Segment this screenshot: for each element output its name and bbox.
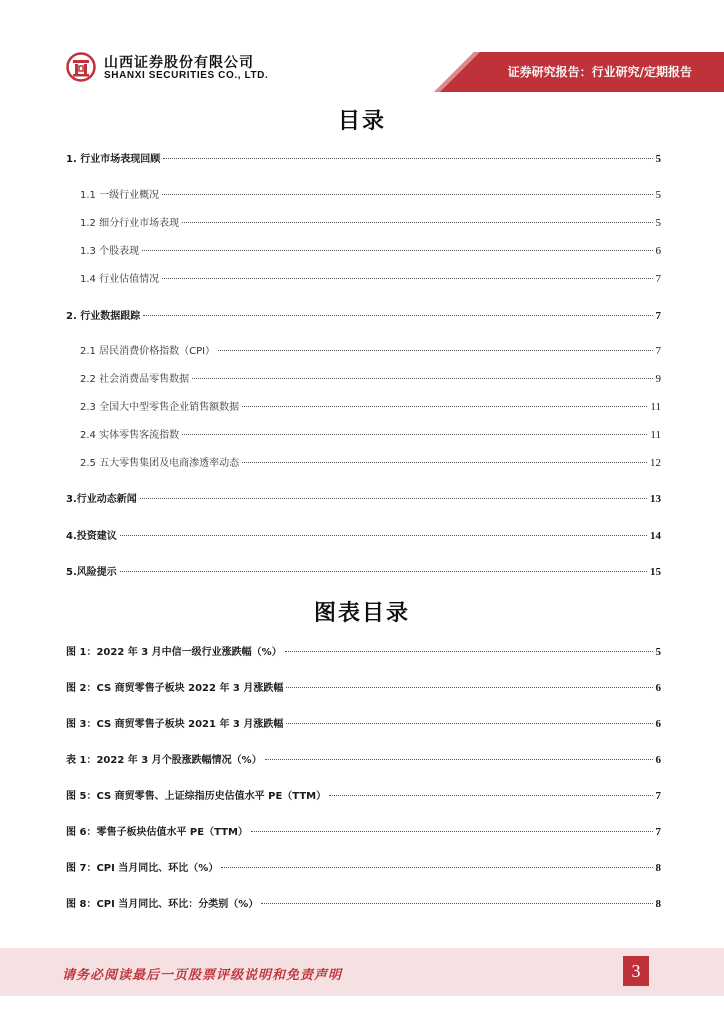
toc-entry[interactable] [66,150,661,168]
toc-entry[interactable] [80,214,661,232]
dot-leader [329,795,652,796]
toc-entry[interactable] [80,370,661,388]
dot-leader [261,903,652,904]
toc-title: 目录 [337,109,386,134]
toc-entry-page: 11 [650,401,661,413]
figure-entry[interactable] [66,859,661,877]
toc-entry-page: 6 [655,245,661,257]
dot-leader [120,535,647,536]
toc-entry-label: 2.4 实体零售客流指数 [80,430,180,441]
toc-entry-label: 1.4 行业估值情况 [80,274,160,285]
toc-entry[interactable] [66,307,661,325]
disclaimer-notice: 请务必阅读最后一页股票评级说明和免责声明 [62,968,343,983]
dot-leader [242,462,647,463]
dot-leader [162,278,652,279]
dot-leader [140,498,647,499]
toc-entry-page: 9 [655,373,661,385]
toc-entry-page: 7 [655,273,661,285]
toc-entry-label: 1.2 细分行业市场表现 [80,218,180,229]
figure-entry-label: 图 7：CPI 当月同比、环比（%） [66,863,219,874]
toc-entry-page: 5 [655,217,661,229]
figure-entry-page: 6 [655,754,661,766]
toc-entry-label: 2.2 社会消费品零售数据 [80,374,190,385]
toc-entry-page: 5 [655,189,661,201]
figure-entry-page: 8 [655,862,661,874]
figure-entry-label: 图 5：CS 商贸零售、上证综指历史估值水平 PE（TTM） [66,791,327,802]
toc-entry[interactable] [80,426,661,444]
figure-entry[interactable] [66,715,661,733]
toc-entry-label: 1.3 个股表现 [80,246,140,257]
figure-entry[interactable] [66,751,661,769]
figure-entry-page: 5 [655,646,661,658]
toc-entry[interactable] [66,563,661,581]
dot-leader [142,250,652,251]
figure-entry-label: 图 8：CPI 当月同比、环比：分类别（%） [66,899,259,910]
toc-entry-page: 12 [650,457,661,469]
toc-entry-label: 1.1 一级行业概况 [80,190,160,201]
figure-entry[interactable] [66,895,661,913]
figure-entry[interactable] [66,679,661,697]
dot-leader [221,867,652,868]
figure-entry[interactable] [66,787,661,805]
company-logo-icon [66,52,96,82]
toc-entry[interactable] [80,454,661,472]
toc-entry-page: 15 [650,566,661,578]
dot-leader [182,222,652,223]
toc-entry-label: 2.5 五大零售集团及电商渗透率动态 [80,458,240,469]
figure-entry[interactable] [66,643,661,661]
toc-entry-page: 14 [650,530,661,542]
report-type-label: 证券研究报告：行业研究/定期报告 [507,65,692,79]
figure-entry-page: 6 [655,718,661,730]
toc-entry[interactable] [80,270,661,288]
dot-leader [192,378,652,379]
dot-leader [286,723,652,724]
toc-entry-label: 3.行业动态新闻 [66,494,137,505]
toc-entry-label: 2. 行业数据跟踪 [66,311,141,322]
toc-entry[interactable] [66,490,661,508]
dot-leader [143,315,652,316]
company-name-en: SHANXI SECURITIES CO., LTD. [104,70,269,81]
toc-entry-page: 13 [650,493,661,505]
figure-entry[interactable] [66,823,661,841]
toc-entry[interactable] [80,186,661,204]
dot-leader [242,406,647,407]
report-type-banner [434,52,724,92]
toc-entry[interactable] [80,342,661,360]
figure-entry-label: 图 6：零售子板块估值水平 PE（TTM） [66,827,248,838]
figure-entry-label: 图 1：2022 年 3 月中信一级行业涨跌幅（%） [66,647,282,658]
page-header [0,0,724,100]
figure-entry-label: 图 3：CS 商贸零售子板块 2021 年 3 月涨跌幅 [66,719,284,730]
toc-entry-label: 2.1 居民消费价格指数（CPI） [80,346,216,357]
toc-entry-page: 11 [650,429,661,441]
dot-leader [286,687,652,688]
figures-toc-title: 图表目录 [313,601,410,626]
toc-entry[interactable] [66,527,661,545]
dot-leader [251,831,653,832]
dot-leader [285,651,653,652]
toc-entry-page: 7 [655,345,661,357]
figure-entry-label: 表 1：2022 年 3 月个股涨跌幅情况（%） [66,755,262,766]
figure-entry-page: 7 [655,826,661,838]
dot-leader [120,571,647,572]
company-name-cn: 山西证券股份有限公司 [104,55,254,71]
dot-leader [163,158,652,159]
figure-entry-page: 6 [655,682,661,694]
toc-entry[interactable] [80,398,661,416]
figure-entry-page: 8 [655,898,661,910]
page-number: 3 [623,956,649,986]
toc-entry-page: 5 [655,153,661,165]
figure-entry-page: 7 [655,790,661,802]
page-footer [0,948,724,996]
figure-entry-label: 图 2：CS 商贸零售子板块 2022 年 3 月涨跌幅 [66,683,284,694]
dot-leader [182,434,647,435]
toc-entry-label: 1. 行业市场表现回顾 [66,154,161,165]
toc-entry-label: 4.投资建议 [66,531,117,542]
toc-entry-page: 7 [655,310,661,322]
dot-leader [162,194,652,195]
toc-entry-label: 5.风险提示 [66,567,117,578]
dot-leader [265,759,653,760]
dot-leader [218,350,652,351]
toc-entry-label: 2.3 全国大中型零售企业销售额数据 [80,402,240,413]
toc-entry[interactable] [80,242,661,260]
